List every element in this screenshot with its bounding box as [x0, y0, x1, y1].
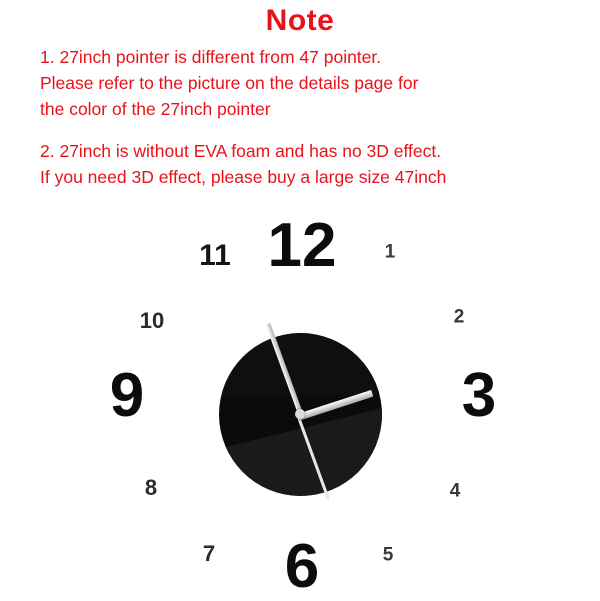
- note-line: If you need 3D effect, please buy a large size 47inch: [40, 167, 447, 187]
- clock-numeral-7: 7: [202, 541, 216, 566]
- note-paragraph-2: [40, 138, 570, 190]
- note-line: the color of the 27inch pointer: [40, 99, 271, 119]
- clock-numeral-5: 5: [382, 544, 394, 566]
- clock-numeral-9: 9: [109, 361, 145, 430]
- hands-center-cap: [295, 409, 305, 419]
- clock-numeral-8: 8: [144, 475, 158, 500]
- clock-numeral-4: 4: [449, 480, 461, 502]
- clock-face-highlight-top: [219, 333, 382, 395]
- clock-numeral-3: 3: [461, 361, 497, 430]
- note-line: Please refer to the picture on the details page for: [40, 73, 419, 93]
- note-paragraph-1: [40, 44, 570, 122]
- clock-numeral-10: 10: [139, 308, 165, 333]
- clock-numeral-2: 2: [453, 306, 465, 328]
- note-title: Note: [265, 4, 335, 37]
- wall-clock-illustration: [0, 200, 600, 600]
- clock-numeral-12: 12: [267, 211, 337, 280]
- note-body: [40, 44, 570, 190]
- clock-numeral-6: 6: [284, 532, 320, 601]
- clock-numeral-11: 11: [199, 239, 231, 272]
- note-line: 2. 27inch is without EVA foam and has no 3D effect.: [40, 141, 442, 161]
- clock-numeral-1: 1: [384, 241, 396, 263]
- note-line: 1. 27inch pointer is different from 47 pointer.: [40, 47, 382, 67]
